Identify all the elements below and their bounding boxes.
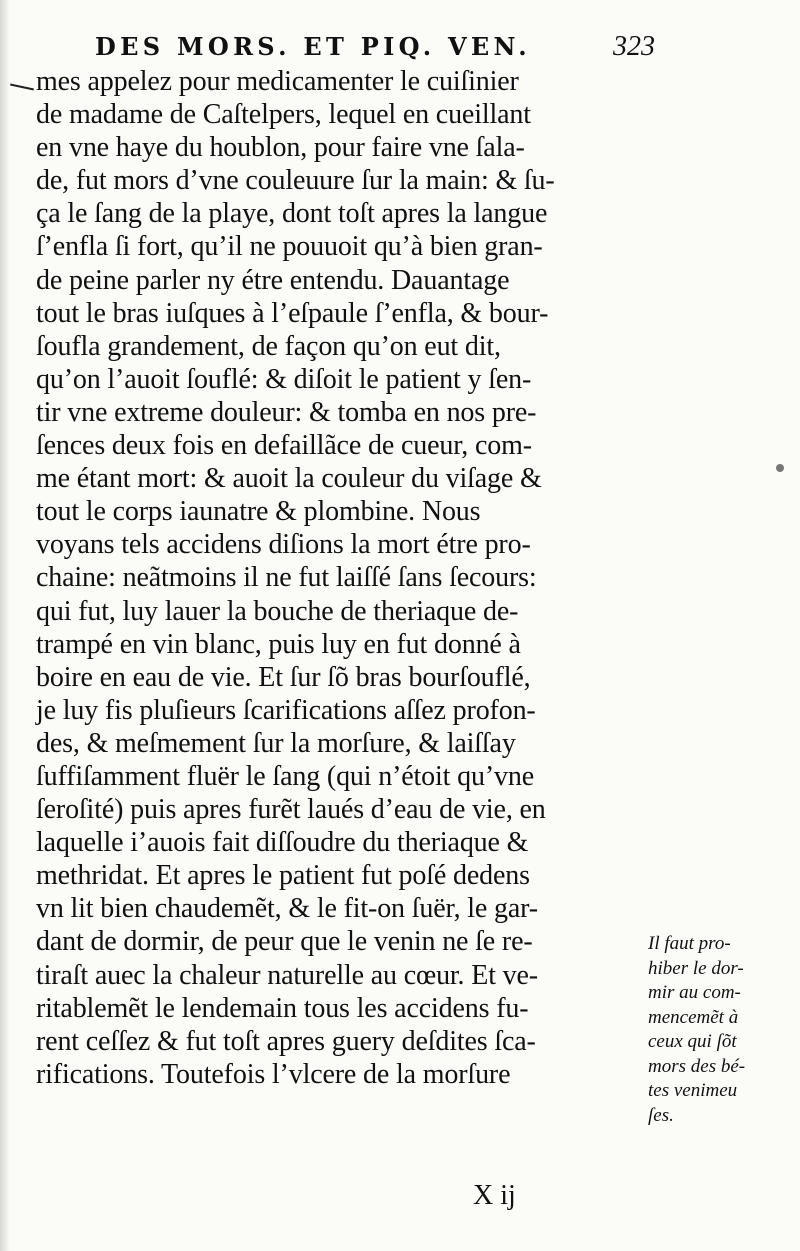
text-line: qui fut, luy lauer la bouche de theriaque de- bbox=[36, 595, 519, 627]
marginal-note-line: mir au com- bbox=[648, 982, 741, 1003]
text-line: ritablemẽt le lendemain tous les accidens fu- bbox=[36, 992, 529, 1024]
text-line: en vne haye du houblon, pour faire vne ſala- bbox=[36, 132, 525, 164]
marginal-note-line: Il faut pro- bbox=[648, 933, 731, 954]
text-line: de peine parler ny étre entendu. Dauantage bbox=[36, 264, 510, 296]
text-line: ſ’enfla ſi fort, qu’il ne pouuoit qu’à bien gran- bbox=[36, 231, 543, 263]
text-line: voyans tels accidens diſions la mort étre pro- bbox=[36, 529, 531, 561]
text-line: tout le corps iaunatre & plombine. Nous bbox=[36, 496, 481, 528]
text-line: mes appelez pour medicamenter le cuiſinier bbox=[36, 66, 519, 97]
text-line: ſoufla grandement, de façon qu’on eut dit, bbox=[36, 330, 501, 362]
marginal-note-line: mencemẽt à bbox=[648, 1006, 739, 1028]
text-line: tout le bras iuſques à l’eſpaule ſ’enfla, & bour- bbox=[36, 297, 549, 329]
marginal-note-line: ceux qui ſõt bbox=[648, 1031, 737, 1052]
text-line: rent ceſſez & fut toſt apres guery deſdites ſca- bbox=[36, 1025, 536, 1057]
text-line: qu’on l’auoit ſouflé: & diſoit le patient y ſen- bbox=[36, 363, 532, 395]
page-number: 323 bbox=[613, 31, 655, 62]
text-line: ça le ſang de la playe, dont toſt apres la langue bbox=[36, 198, 548, 230]
main-text-block bbox=[36, 65, 656, 1091]
text-line: tiraſt auec la chaleur naturelle au cœur. Et ve- bbox=[36, 959, 538, 991]
text-line: dant de dormir, de peur que le venin ne ſe re- bbox=[36, 926, 533, 958]
ink-speck bbox=[776, 464, 784, 472]
page-edge-shadow bbox=[0, 0, 10, 1251]
text-line: chaine: neãtmoins il ne fut laiſſé ſans ſecours: bbox=[36, 562, 537, 594]
text-line: de, fut mors d’vne couleuure ſur la main: & ſu- bbox=[36, 165, 555, 197]
text-line: trampé en vin blanc, puis luy en fut donné à bbox=[36, 628, 521, 660]
marginal-note bbox=[648, 932, 796, 1128]
running-title: DES MORS. ET PIQ. VEN. bbox=[95, 32, 531, 61]
text-line: des, & meſmement ſur la morſure, & laiſſay bbox=[36, 727, 516, 759]
gathering-signature: X ij bbox=[473, 1180, 516, 1211]
text-line: de madame de Caſtelpers, lequel en cueillant bbox=[36, 99, 531, 131]
text-line: tir vne extreme douleur: & tomba en nos pre- bbox=[36, 396, 537, 428]
running-head bbox=[95, 24, 655, 64]
marginal-note-line: mors des bé- bbox=[648, 1055, 746, 1077]
text-line: boire en eau de vie. Et ſur ſõ bras bourſouflé, bbox=[36, 661, 531, 693]
text-line: me étant mort: & auoit la couleur du viſage & bbox=[36, 463, 542, 495]
text-line: ſeroſité) puis apres furẽt laués d’eau de vie, en bbox=[36, 794, 546, 826]
text-line: laquelle i’auois fait diſſoudre du theriaque & bbox=[36, 827, 529, 859]
text-line: je luy fis pluſieurs ſcarifications aſſez profon- bbox=[36, 694, 536, 726]
text-line: rifications. Toutefois l’vlcere de la morſure bbox=[36, 1058, 511, 1090]
marginal-note-line: hiber le dor- bbox=[648, 957, 744, 979]
marginal-note-line: tes venimeu bbox=[648, 1080, 738, 1101]
text-line: vn lit bien chaudemẽt, & le fit-on ſuër, le gar- bbox=[36, 893, 538, 925]
text-line: ſuffiſamment fluër le ſang (qui n’étoit qu’vne bbox=[36, 760, 534, 792]
margin-pen-mark bbox=[10, 84, 34, 91]
text-line: methridat. Et apres le patient fut poſé dedens bbox=[36, 860, 530, 892]
marginal-note-line: ſes. bbox=[648, 1104, 674, 1126]
text-line: ſences deux fois en defaillãce de cueur, com- bbox=[36, 430, 532, 462]
